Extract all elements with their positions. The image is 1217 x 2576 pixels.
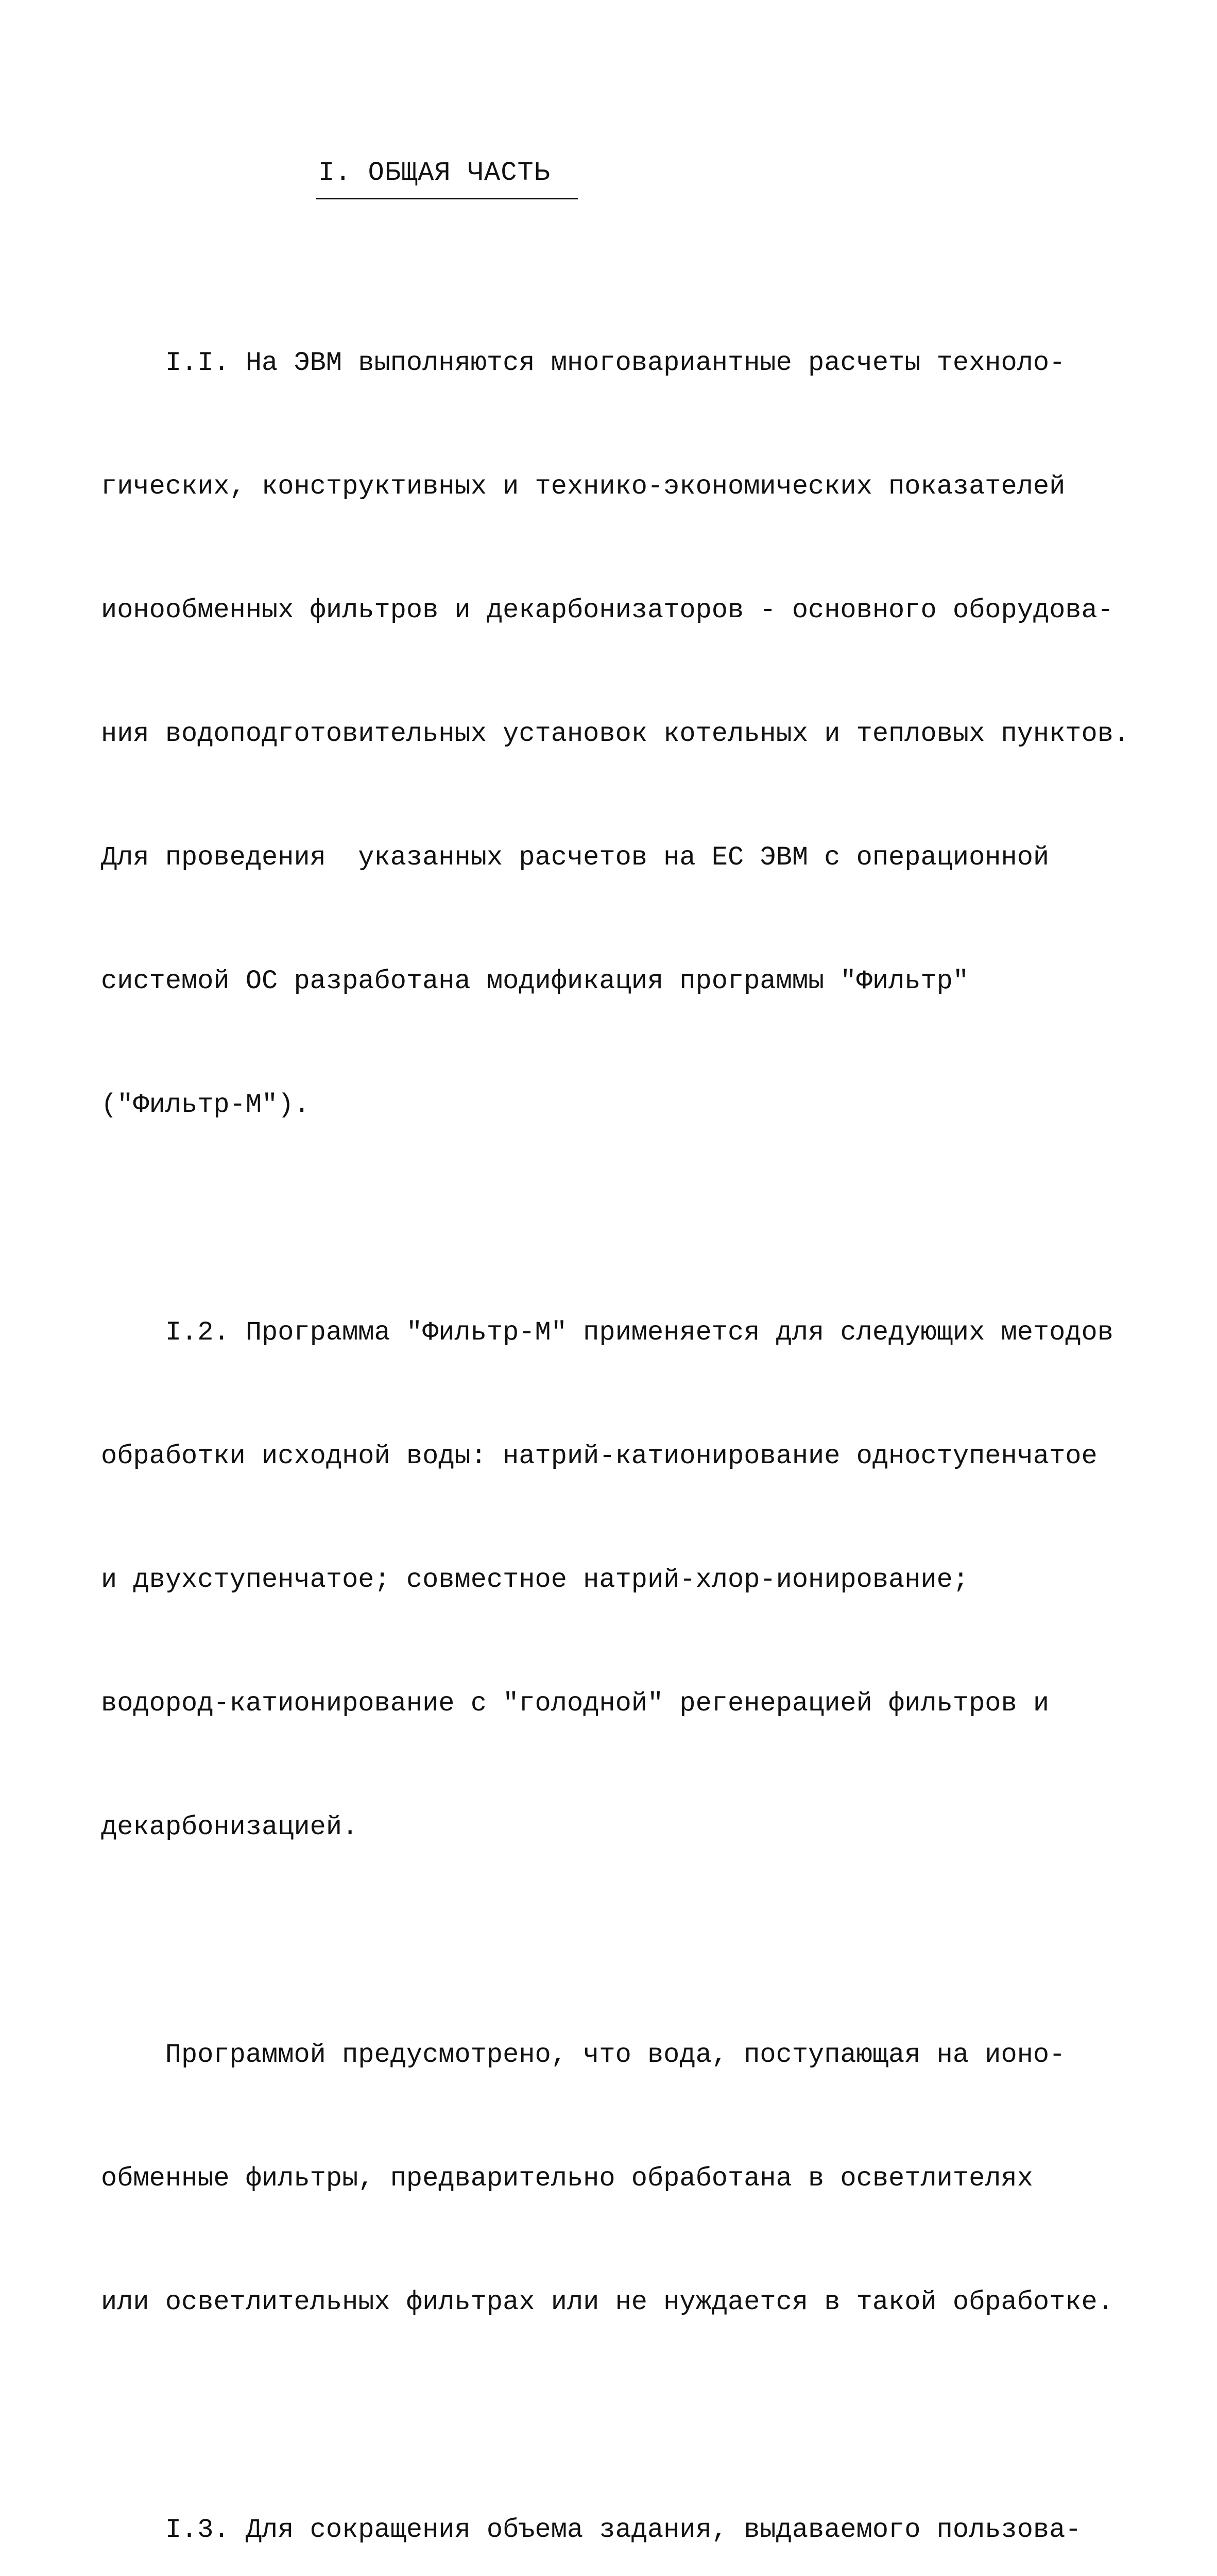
section-heading: I. ОБЩАЯ ЧАСТЬ (318, 158, 551, 188)
text-line: или осветлительных фильтрах или не нуждается в такой обработке. (101, 2287, 1113, 2317)
text-line: I.3. Для сокращения объема задания, выдаваемого пользова- (101, 2515, 1082, 2545)
text-line: I.I. На ЭВМ выполняются многовариантные расчеты техноло- (101, 348, 1066, 378)
text-line: водород-катионирование с "голодной" регенерацией фильтров и (101, 1688, 1050, 1719)
text-line: Программой предусмотрено, что вода, поступающая на ионо- (101, 2040, 1066, 2070)
paragraph-1-3 (101, 2427, 1152, 2576)
text-line: декарбонизацией. (101, 1812, 358, 1842)
text-line: обработки исходной воды: натрий-катионирование одноступенчатое (101, 1441, 1098, 1471)
text-line: ("Фильтр-М"). (101, 1090, 310, 1120)
paragraph-1-1 (101, 260, 1152, 1208)
text-line: ионообменных фильтров и декарбонизаторов - основного оборудова- (101, 595, 1113, 625)
text-line: Для проведения указанных расчетов на ЕС ЭВМ с операционной (101, 842, 1050, 873)
text-line: I.2. Программа "Фильтр-М" применяется для следующих методов (101, 1317, 1113, 1348)
text-line: ния водоподготовительных установок котельных и тепловых пунктов. (101, 719, 1130, 749)
heading-underline (316, 198, 578, 199)
text-line: системой ОС разработана модификация программы "Фильтр" (101, 966, 969, 996)
text-line: обменные фильтры, предварительно обработана в осветлителях (101, 2163, 1033, 2194)
text-line: и двухступенчатое; совместное натрий-хлор-ионирование; (101, 1565, 969, 1595)
text-line: гических, конструктивных и технико-экономических показателей (101, 471, 1066, 502)
paragraph-1-2 (101, 1230, 1152, 1930)
paragraph-program-note (101, 1952, 1152, 2405)
body-text (101, 260, 1152, 2576)
